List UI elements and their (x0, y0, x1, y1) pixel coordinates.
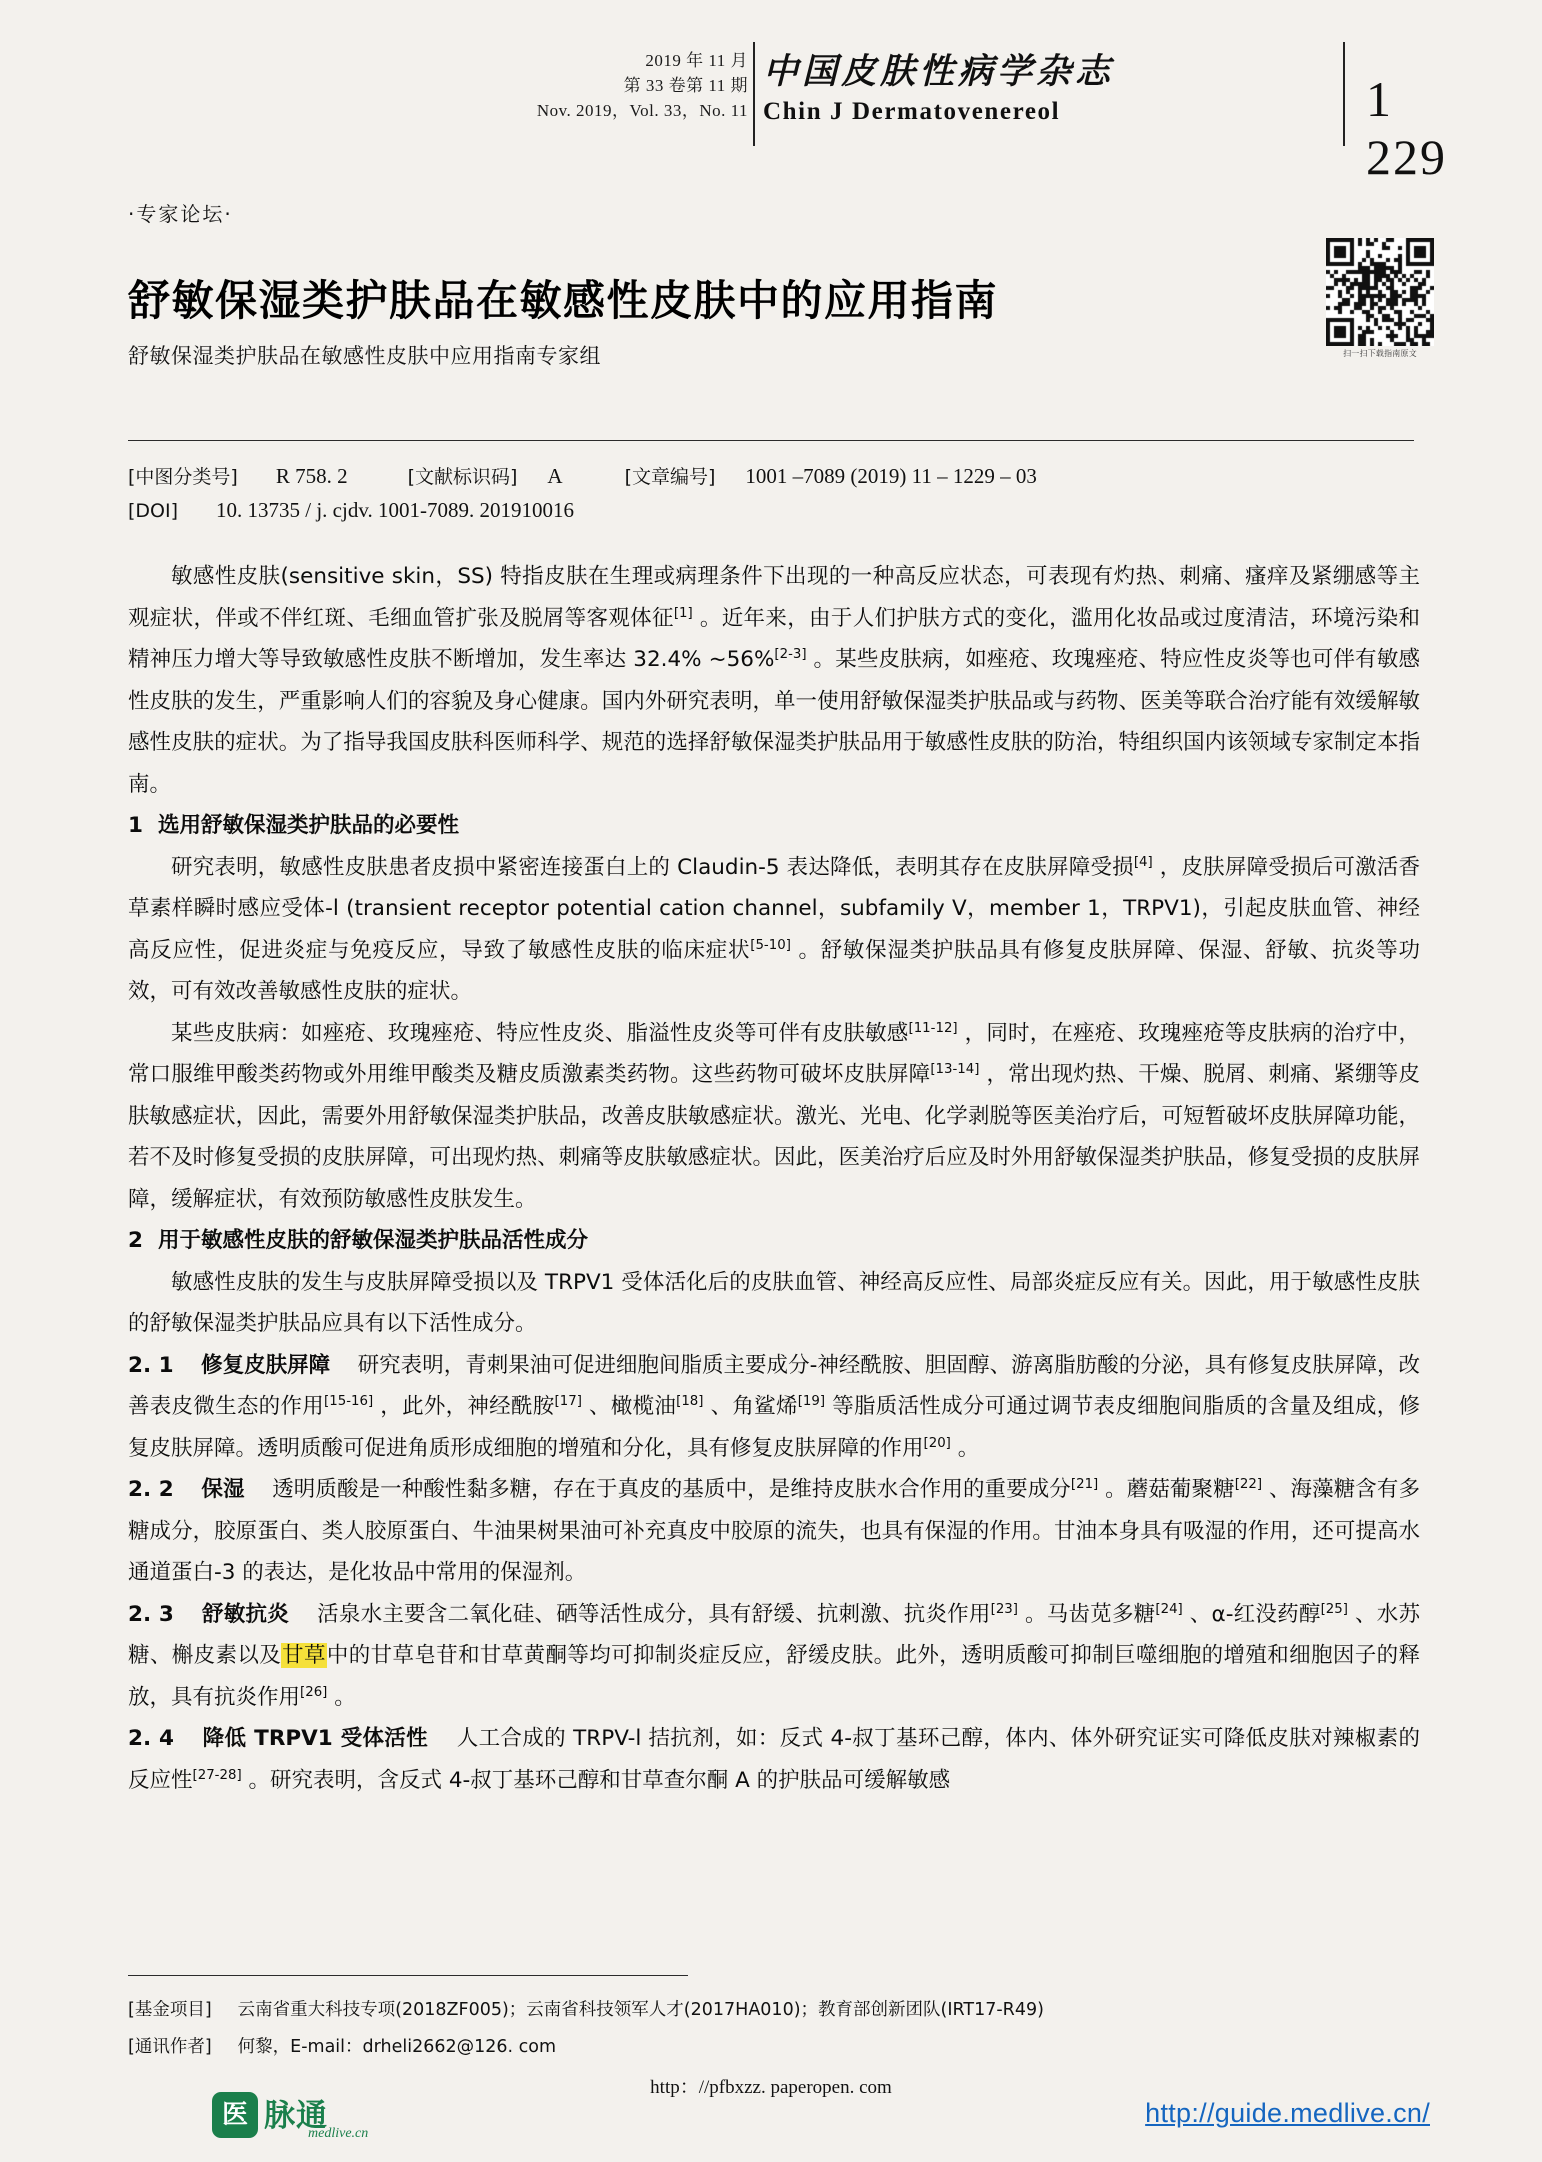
subsection-2-1 (128, 1345, 1420, 1470)
subsection-2-3-text-b: 中的甘草皂苷和甘草黄酮等均可抑制炎症反应，舒缓皮肤。此外，透明质酸可抑制巨噬细胞的增殖和细胞因子的释放，具有抗炎作用[26] 。 (128, 1643, 1420, 1710)
fund-value: 云南省重大科技专项(2018ZF005)；云南省科技领军人才(2017HA010)；教育部创新团队(IRT17-R49) (237, 2000, 1044, 2020)
article-id-label: [文章编号] (624, 466, 716, 488)
section-heading-1 (128, 805, 1420, 847)
corresponding-author-label: [通讯作者] (128, 2037, 212, 2057)
subsection-2-4-number: 2. 4 (128, 1726, 174, 1751)
paragraph-1-1: 研究表明，敏感性皮肤患者皮损中紧密连接蛋白上的 Claudin-5 表达降低，表明其存在皮肤屏障受损[4] ，皮肤屏障受损后可激活香草素样瞬时感应受体-l (transient receptor potential cation channel，subfamily V，member 1，TRPV1)，引起皮肤血管、神经高反应性，促进炎症与免疫反应，导致了敏感性皮肤的临床症状[5-10] 。舒敏保湿类护肤品具有修复皮肤屏障、保湿、舒敏、抗炎等功效，可有效改善敏感性皮肤的症状。 (128, 854, 1420, 1004)
highlighted-term: 甘草 (282, 1643, 326, 1668)
meta-line-1 (128, 460, 1418, 494)
article-meta (128, 460, 1418, 528)
medlive-logo[interactable] (212, 2088, 382, 2146)
footer-divider (128, 1975, 688, 1976)
section-2-number: 2 (128, 1228, 143, 1253)
article-body (128, 556, 1420, 1801)
subsection-2-1-title: 修复皮肤屏障 (201, 1352, 331, 1378)
section-1-title: 选用舒敏保湿类护肤品的必要性 (158, 813, 460, 838)
guide-link[interactable]: http://guide.medlive.cn/ (1145, 2098, 1430, 2128)
masthead (128, 48, 1447, 185)
logo-subtext: medlive.cn (308, 2126, 369, 2141)
subsection-2-2 (128, 1469, 1420, 1594)
section-heading-2 (128, 1220, 1420, 1262)
logo-badge-text: 医 (221, 2100, 248, 2130)
logo-wordmark: 脉通 (264, 2098, 328, 2134)
corresponding-author-value: 何黎，E-mail：drheli2662@126. com (237, 2037, 557, 2057)
document-code-value: A (547, 464, 563, 488)
subsection-2-2-text: 透明质酸是一种酸性黏多糖，存在于真皮的基质中，是维持皮肤水合作用的重要成分[21] 。蘑菇葡聚糖[22] 、海藻糖含有多糖成分，胶原蛋白、类人胶原蛋白、牛油果树果油可补充真皮中胶原的流失，也具有保湿的作用。甘油本身具有吸湿的作用，还可提高水通道蛋白-3 的表达，是化妆品中常用的保湿剂。 (128, 1476, 1420, 1585)
masthead-date-en: Nov. 2019，Vol. 33，No. 11 (536, 101, 748, 120)
subsection-2-3-title: 舒敏抗炎 (202, 1601, 289, 1627)
clc-value: R 758. 2 (275, 464, 348, 488)
page-title: 舒敏保湿类护肤品在敏感性皮肤中的应用指南 (128, 276, 999, 326)
meta-line-2 (128, 494, 1418, 528)
section-2-title: 用于敏感性皮肤的舒敏保湿类护肤品活性成分 (158, 1228, 589, 1253)
header-divider (128, 440, 1414, 441)
document-code-label: [文献标识码] (407, 466, 518, 488)
doi-value: 10. 13735 / j. cjdv. 1001-7089. 201910016 (216, 498, 574, 522)
footnote-fund (128, 1992, 1418, 2029)
qr-code-icon[interactable] (1326, 238, 1434, 346)
paragraph-2-1: 敏感性皮肤的发生与皮肤屏障受损以及 TRPV1 受体活化后的皮肤血管、神经高反应性、局部炎症反应有关。因此，用于敏感性皮肤的舒敏保湿类护肤品应具有以下活性成分。 (128, 1269, 1420, 1336)
clc-label: [中图分类号] (128, 466, 238, 488)
masthead-date-cn-line2: 第 33 卷第 11 期 (623, 76, 748, 95)
doi-label: [DOI] (128, 500, 179, 522)
journal-title-cn: 中国皮肤性病学杂志 (763, 51, 1115, 92)
subsection-2-4 (128, 1718, 1420, 1801)
article-id-value: 1001 –7089 (2019) 11 – 1229 – 03 (745, 464, 1037, 488)
logo-badge-icon (212, 2092, 258, 2138)
subsection-2-2-title: 保湿 (201, 1477, 245, 1502)
journal-website-url[interactable]: http：//pfbxzz. paperopen. com (650, 2077, 892, 2098)
subsection-2-3-text-a: 活泉水主要含二氧化硅、硒等活性成分，具有舒缓、抗刺激、抗炎作用[23] 。马齿苋多糖[24] 、α-红没药醇[25] 、水苏糖、槲皮素以及 (128, 1601, 1420, 1668)
subsection-2-1-text: 研究表明，青刺果油可促进细胞间脂质主要成分-神经酰胺、胆固醇、游离脂肪酸的分泌，具有修复皮肤屏障，改善表皮微生态的作用[15-16] ，此外，神经酰胺[17] 、橄榄油[18] 、角鲨烯[19] 等脂质活性成分可通过调节表皮细胞间脂质的含量及组成，修复皮肤屏障。透明质酸可促进角质形成细胞的增殖和分化，具有修复皮肤屏障的作用[20] 。 (128, 1352, 1421, 1461)
masthead-divider-right (1343, 42, 1345, 146)
fund-label: [基金项目] (128, 2000, 212, 2020)
byline: 舒敏保湿类护肤品在敏感性皮肤中应用指南专家组 (128, 344, 601, 368)
footnote-author (128, 2029, 1418, 2066)
masthead-divider-left (753, 42, 755, 146)
subsection-2-2-number: 2. 2 (128, 1477, 174, 1502)
subsection-2-1-number: 2. 1 (128, 1352, 174, 1378)
subsection-2-4-text: 人工合成的 TRPV-l 拮抗剂，如：反式 4-叔丁基环己醇，体内、体外研究证实可降低皮肤对辣椒素的反应性[27-28] 。研究表明，含反式 4-叔丁基环己醇和甘草查尔酮 A 的护肤品可缓解敏感 (128, 1726, 1420, 1793)
subsection-2-3-number: 2. 3 (128, 1601, 174, 1627)
paragraph-1-2: 某些皮肤病：如痤疮、玫瑰痤疮、特应性皮炎、脂溢性皮炎等可伴有皮肤敏感[11-12] ，同时，在痤疮、玫瑰痤疮等皮肤病的治疗中，常口服维甲酸类药物或外用维甲酸类及糖皮质激素类药物。这些药物可破坏皮肤屏障[13-14] ，常出现灼热、干燥、脱屑、刺痛、紧绷等皮肤敏感症状，因此，需要外用舒敏保湿类护肤品，改善皮肤敏感症状。激光、光电、化学剥脱等医美治疗后，可短暂破坏皮肤屏障功能，若不及时修复受损的皮肤屏障，可出现灼热、刺痛等皮肤敏感症状。因此，医美治疗后应及时外用舒敏保湿类护肤品，修复受损的皮肤屏障，缓解症状，有效预防敏感性皮肤发生。 (128, 1020, 1420, 1212)
subsection-2-3 (128, 1594, 1420, 1719)
journal-title-en: Chin J Dermatovenereol (763, 98, 1061, 125)
subsection-2-4-title: 降低 TRPV1 受体活性 (202, 1726, 428, 1751)
paragraph-intro: 敏感性皮肤(sensitive skin，SS) 特指皮肤在生理或病理条件下出现的一种高反应状态，可表现有灼热、刺痛、瘙痒及紧绷感等主观症状，伴或不伴红斑、毛细血管扩张及脱屑等客观体征[1] 。近年来，由于人们护肤方式的变化，滥用化妆品或过度清洁，环境污染和精神压力增大等导致敏感性皮肤不断增加，发生率达 32.4% ~56%[2-3] 。某些皮肤病，如痤疮、玫瑰痤疮、特应性皮炎等也可伴有敏感性皮肤的发生，严重影响人们的容貌及身心健康。国内外研究表明，单一使用舒敏保湿类护肤品或与药物、医美等联合治疗能有效缓解敏感性皮肤的症状。为了指导我国皮肤科医师科学、规范的选择舒敏保湿类护肤品用于敏感性皮肤的防治，特组织国内该领域专家制定本指南。 (128, 564, 1420, 797)
footnotes (128, 1992, 1418, 2066)
masthead-date-cn-line1: 2019 年 11 月 (645, 51, 748, 70)
section-1-number: 1 (128, 813, 143, 838)
section-kicker: ·专家论坛· (128, 202, 233, 226)
masthead-dates (537, 48, 748, 123)
page-number: 1 229 (1366, 71, 1447, 185)
qr-caption: 扫一扫下载指南原文 (1343, 349, 1417, 358)
